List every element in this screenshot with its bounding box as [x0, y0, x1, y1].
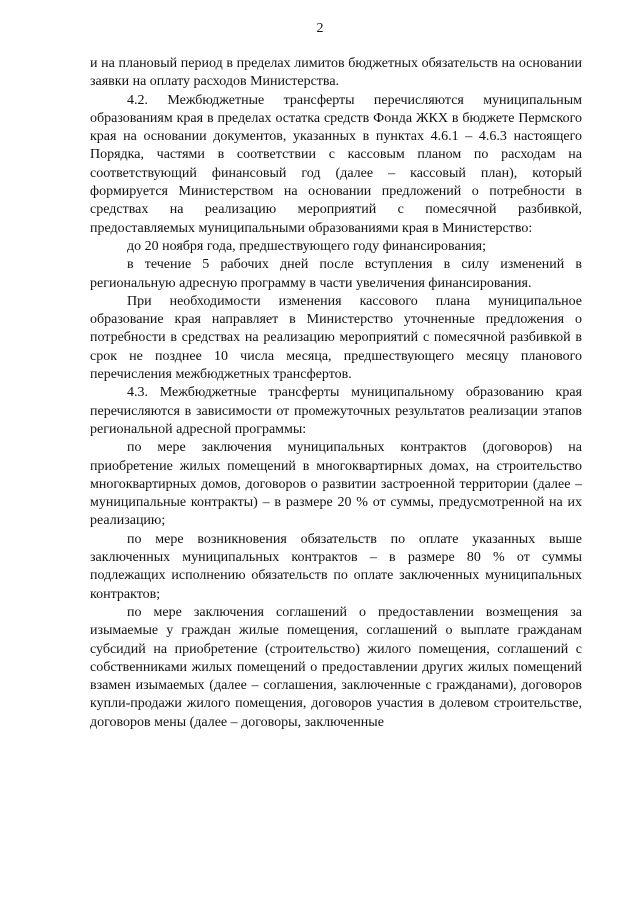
- paragraph-continuation: и на плановый период в пределах лимитов бюджетных обязательств на основании заявки на оплату расходов Министерства.: [90, 56, 582, 90]
- paragraph-obligations-80-percent: по мере возникновения обязательств по оплате указанных выше заключенных муниципальных контрактов – в размере 80 % от суммы подлежащих исполнению обязательств по оплате заключенных муниципальных контрактов;: [90, 531, 582, 602]
- paragraph-agreements-citizens: по мере заключения соглашений о предоставлении возмещения за изымаемые у граждан жилые помещения, соглашений о выплате гражданам субсидий на приобретение (строительство) жилого помещения, соглашений с собственниками жилых помещений о предоставлении других жилых помещений взамен изымаемых (далее – соглашения, заключенные с гражданами), договоров купли-продажи жилого помещения, договоров участия в долевом строительстве, договоров мены (далее – договоры, заключенные: [90, 604, 582, 730]
- page-number: 2: [316, 21, 324, 36]
- paragraph-contracts-20-percent: по мере заключения муниципальных контрактов (договоров) на приобретение жилых помещений в многоквартирных домах, на строительство многоквартирных домов, договоров о развитии застроенной территории (далее – муниципальные контракты) – в размере 20 % от суммы, предусмотренной на их реализацию;: [90, 440, 582, 529]
- document-body: [90, 55, 582, 732]
- paragraph-deadline-november: до 20 ноября года, предшествующего году финансирования;: [127, 238, 487, 254]
- paragraph-cash-plan-change: При необходимости изменения кассового плана муниципальное образование края направляет в Министерство уточненные предложения о потребности в средствах на реализацию мероприятий с помесячной разбивкой в срок не позднее 10 числа месяца, предшествующего месяцу планового перечисления межбюджетных трансфертов.: [90, 293, 582, 383]
- paragraph-4-3: 4.3. Межбюджетные трансферты муниципальному образованию края перечисляются в зависимости от промежуточных результатов реализации этапов региональной адресной программы:: [90, 385, 582, 437]
- paragraph-4-2: 4.2. Межбюджетные трансферты перечисляются муниципальным образованиям края в пределах остатка средств Фонда ЖКХ в бюджете Пермского края на основании документов, указанных в пунктах 4.6.1 – 4.6.3 настоящего Порядка, частями в соответствии с кассовым планом по расходам на соответствующий финансовый год (далее – кассовый план), который формируется Министерством на основании предложений о потребности в средствах на реализацию мероприятий с помесячной разбивкой, предоставляемых муниципальными образованиями края в Министерство:: [90, 92, 582, 236]
- paragraph-deadline-5-days: в течение 5 рабочих дней после вступления в силу изменений в региональную адресную программу в части увеличения финансирования.: [90, 257, 582, 291]
